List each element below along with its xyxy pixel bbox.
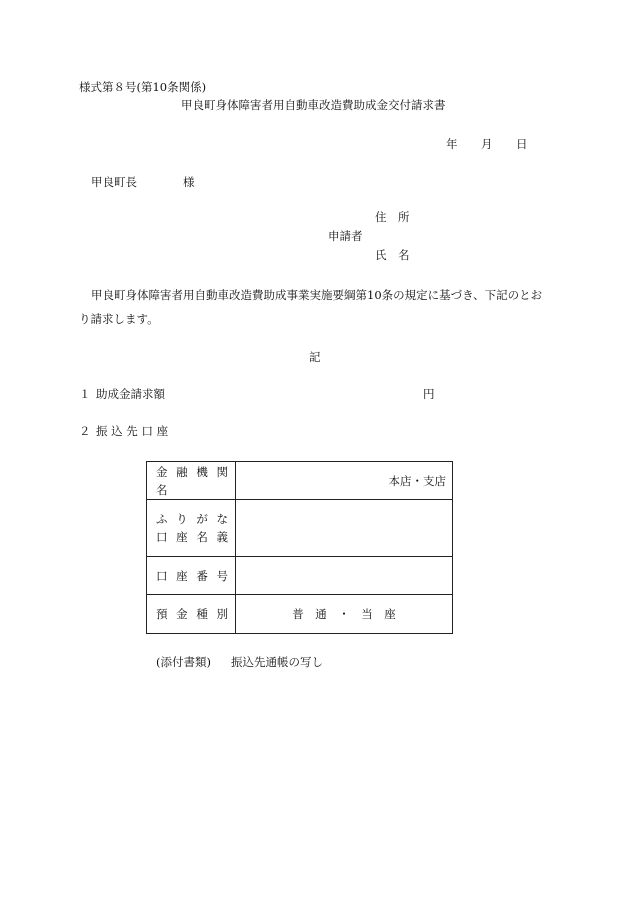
item1-label: 助成金請求額: [96, 387, 165, 401]
body-text-line2: り請求します。: [79, 312, 159, 326]
account-table: [146, 461, 453, 634]
furigana-label: ふ り が な: [156, 512, 228, 526]
ki-heading: 記: [309, 350, 321, 364]
addressee-name: 甲良町長: [91, 175, 137, 189]
body-text-line1: 甲良町身体障害者用自動車改造費助成事業実施要綱第10条の規定に基づき、下記のとお: [91, 288, 543, 302]
date-month: 月: [481, 137, 493, 151]
addressee-honorific: 様: [183, 175, 195, 189]
type-label-cell: [147, 595, 236, 634]
number-label: 口 座 番 号: [156, 568, 228, 583]
applicant-address-label: 住 所: [375, 210, 410, 224]
type-row: [147, 595, 453, 634]
holder-value-cell[interactable]: [236, 500, 453, 557]
bank-row: [147, 462, 453, 500]
form-number: 様式第８号(第10条関係): [79, 80, 207, 94]
bank-label-cell: [147, 462, 236, 500]
number-row: [147, 557, 453, 595]
bank-label: 金 融 機 関 名: [156, 464, 228, 497]
applicant-name-label: 氏 名: [375, 248, 410, 262]
holder-row: [147, 500, 453, 557]
applicant-label: 申請者: [328, 229, 363, 243]
date-year: 年: [446, 137, 458, 151]
bank-value-cell[interactable]: [236, 462, 453, 500]
item1-unit: 円: [423, 387, 435, 401]
attachment-label: (添付書類): [156, 655, 211, 669]
holder-label: 口 座 名 義: [156, 530, 228, 544]
date-day: 日: [516, 137, 528, 151]
item2-label: 振 込 先 口 座: [96, 424, 169, 438]
number-value-cell[interactable]: [236, 557, 453, 595]
bank-suffix: 本店・支店: [388, 473, 446, 488]
item2-number: ２: [79, 424, 91, 438]
document-title: 甲良町身体障害者用自動車改造費助成金交付請求書: [181, 98, 446, 112]
number-label-cell: [147, 557, 236, 595]
holder-label-cell: [147, 500, 236, 557]
type-value-cell[interactable]: [236, 595, 453, 634]
attachment-value: 振込先通帳の写し: [231, 655, 323, 669]
type-value: 普 通 ・ 当 座: [292, 607, 396, 621]
type-label: 預 金 種 別: [156, 607, 228, 621]
item1-number: １: [79, 387, 91, 401]
